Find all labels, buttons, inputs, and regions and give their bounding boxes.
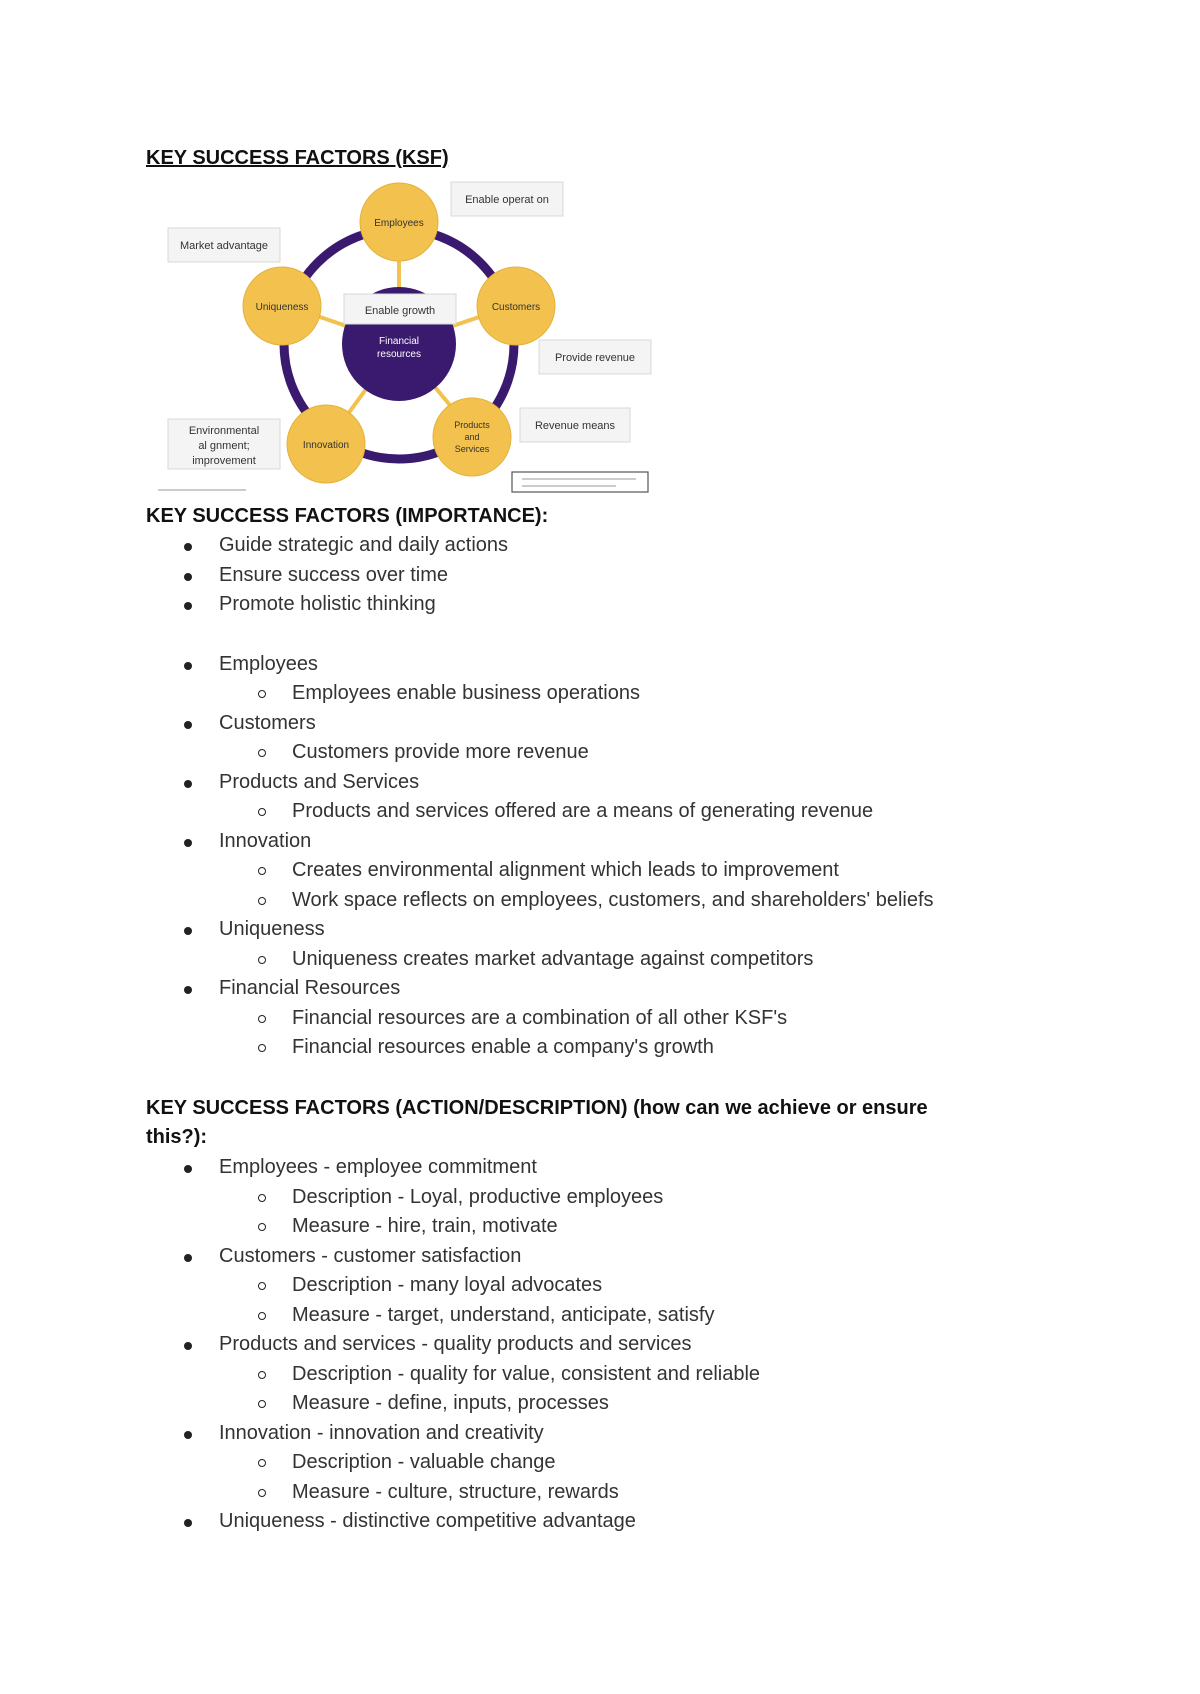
enable-growth-text: Enable growth [364,305,436,317]
factor-subitem-text: Work space reflects on employees, customers, and shareholders' beliefs [292,888,934,911]
importance-bullet-text: Ensure success over time [219,563,448,586]
list-spacer [146,620,934,650]
importance-bullet [146,590,934,620]
center-label-line1: Financial [378,336,420,347]
factor-subitem-text: Uniqueness creates market advantage against competitors [292,947,814,970]
heading-importance: KEY SUCCESS FACTORS (IMPORTANCE): [146,505,549,527]
bullet-icon [184,721,192,729]
importance-list [146,531,934,1063]
importance-bullet [146,531,934,561]
illegible-note-box [512,472,648,492]
action-item [146,1242,760,1272]
factor-item-text: Uniqueness [219,918,325,940]
hollow-bullet-icon [258,956,266,964]
action-subitem-text: Measure - hire, train, motivate [292,1215,558,1237]
svg-text:Revenue means: Revenue means [534,420,616,432]
hollow-bullet-icon [258,1312,266,1320]
action-subitem [146,1448,760,1478]
action-subitem [146,1301,760,1331]
factor-subitem [146,856,934,886]
importance-bullet-text: Guide strategic and daily actions [219,534,509,556]
revenue-means-callout [520,408,630,442]
uniqueness-label: Uniqueness [255,302,309,313]
hollow-bullet-icon [258,1489,266,1497]
center-label-line2: resources [377,349,421,360]
action-subitem [146,1360,760,1390]
action-item [146,1330,760,1360]
action-item [146,1153,760,1183]
action-subitem-text: Description - many loyal advocates [292,1274,603,1296]
factor-subitem [146,797,934,827]
products-label-line2: and [464,432,480,442]
action-subitem [146,1212,760,1242]
svg-text:improvement: improvement [192,455,256,467]
customers-label: Customers [491,302,541,313]
bullet-icon [184,573,192,581]
heading-action-line2: this?): [146,1126,208,1148]
bullet-icon [184,1165,192,1173]
importance-bullet-text: Promote holistic thinking [219,593,436,615]
products-services-node [433,398,511,476]
employees-label: Employees [374,218,424,229]
bullet-icon [184,662,192,670]
customers-node [477,267,555,345]
factor-subitem-text: Financial resources enable a company's growth [292,1036,714,1058]
bullet-icon [184,927,192,935]
provide-revenue-callout [539,340,651,374]
factor-item [146,768,934,798]
hollow-bullet-icon [258,749,266,757]
bullet-icon [184,780,192,788]
action-subitem-text: Description - quality for value, consistent and reliable [292,1362,761,1385]
svg-text:Market advantage: Market advantage [179,240,269,252]
innovation-node [287,405,365,483]
action-subitem-text: Description - valuable change [292,1451,556,1473]
environmental-alignment-callout [168,419,280,469]
hollow-bullet-icon [258,808,266,816]
bullet-icon [184,1431,192,1439]
bullet-icon [184,1342,192,1350]
hollow-bullet-icon [258,1194,266,1202]
market-advantage-callout [168,228,280,262]
action-item-text: Customers - customer satisfaction [219,1244,522,1267]
uniqueness-node [243,267,321,345]
factor-subitem-text: Customers provide more revenue [292,741,589,763]
factor-item [146,915,934,945]
action-subitem [146,1389,760,1419]
action-item [146,1419,760,1449]
products-label-line1: Products [454,420,490,430]
factor-item-text: Financial Resources [219,977,401,999]
factor-item [146,974,934,1004]
action-subitem-text: Measure - define, inputs, processes [292,1392,609,1414]
factor-item-text: Innovation [219,829,312,852]
hollow-bullet-icon [258,1459,266,1467]
factor-subitem-text: Employees enable business operations [292,682,640,704]
action-subitem [146,1183,760,1213]
bullet-icon [184,1519,192,1527]
bullet-icon [184,602,192,610]
bullet-icon [184,1254,192,1262]
employees-node [360,183,438,261]
action-subitem-text: Description - Loyal, productive employees [292,1185,664,1208]
action-subitem [146,1271,760,1301]
factor-subitem-text: Financial resources are a combination of all other KSF's [292,1006,788,1029]
factor-item [146,709,934,739]
heading-action-line1: KEY SUCCESS FACTORS (ACTION/DESCRIPTION) (how can we achieve or ensure [146,1097,928,1119]
bullet-icon [184,543,192,551]
bullet-icon [184,986,192,994]
factor-item [146,650,934,680]
ksf-diagram-svg [146,172,656,497]
ksf-diagram [146,172,656,497]
heading-ksf: KEY SUCCESS FACTORS (KSF) [146,147,449,169]
hollow-bullet-icon [258,867,266,875]
action-subitem-text: Measure - target, understand, anticipate, satisfy [292,1303,715,1326]
innovation-label: Innovation [302,440,350,451]
svg-text:Provide revenue: Provide revenue [554,352,636,364]
importance-bullet [146,561,934,591]
action-item-text: Employees - employee commitment [219,1156,537,1178]
factor-item-text: Employees [219,652,318,675]
products-label-line3: Services [454,444,490,454]
enable-operation-callout [451,182,563,216]
factor-subitem [146,1004,934,1034]
bullet-icon [184,839,192,847]
action-subitem [146,1478,760,1508]
action-item-text: Innovation - innovation and creativity [219,1421,544,1444]
action-subitem-text: Measure - culture, structure, rewards [292,1480,619,1503]
factor-subitem-text: Products and services offered are a means of generating revenue [292,800,874,822]
svg-text:Environmental: Environmental [188,425,260,437]
factor-item [146,827,934,857]
factor-subitem [146,945,934,975]
hollow-bullet-icon [258,1371,266,1379]
hollow-bullet-icon [258,1015,266,1023]
hollow-bullet-icon [258,690,266,698]
action-item [146,1507,760,1537]
hollow-bullet-icon [258,1282,266,1290]
factor-subitem-text: Creates environmental alignment which leads to improvement [292,859,839,881]
hollow-bullet-icon [258,1044,266,1052]
action-item-text: Uniqueness - distinctive competitive advantage [219,1510,636,1532]
svg-text:Enable operat on: Enable operat on [465,194,549,206]
hollow-bullet-icon [258,1400,266,1408]
factor-subitem [146,679,934,709]
factor-subitem [146,886,934,916]
svg-text:al gnment;: al gnment; [198,440,250,452]
factor-subitem [146,738,934,768]
action-item-text: Products and services - quality products and services [219,1333,692,1355]
hollow-bullet-icon [258,1223,266,1231]
factor-subitem [146,1033,934,1063]
factor-item-text: Products and Services [219,770,420,793]
action-list [146,1153,760,1537]
factor-item-text: Customers [219,711,316,734]
hollow-bullet-icon [258,897,266,905]
